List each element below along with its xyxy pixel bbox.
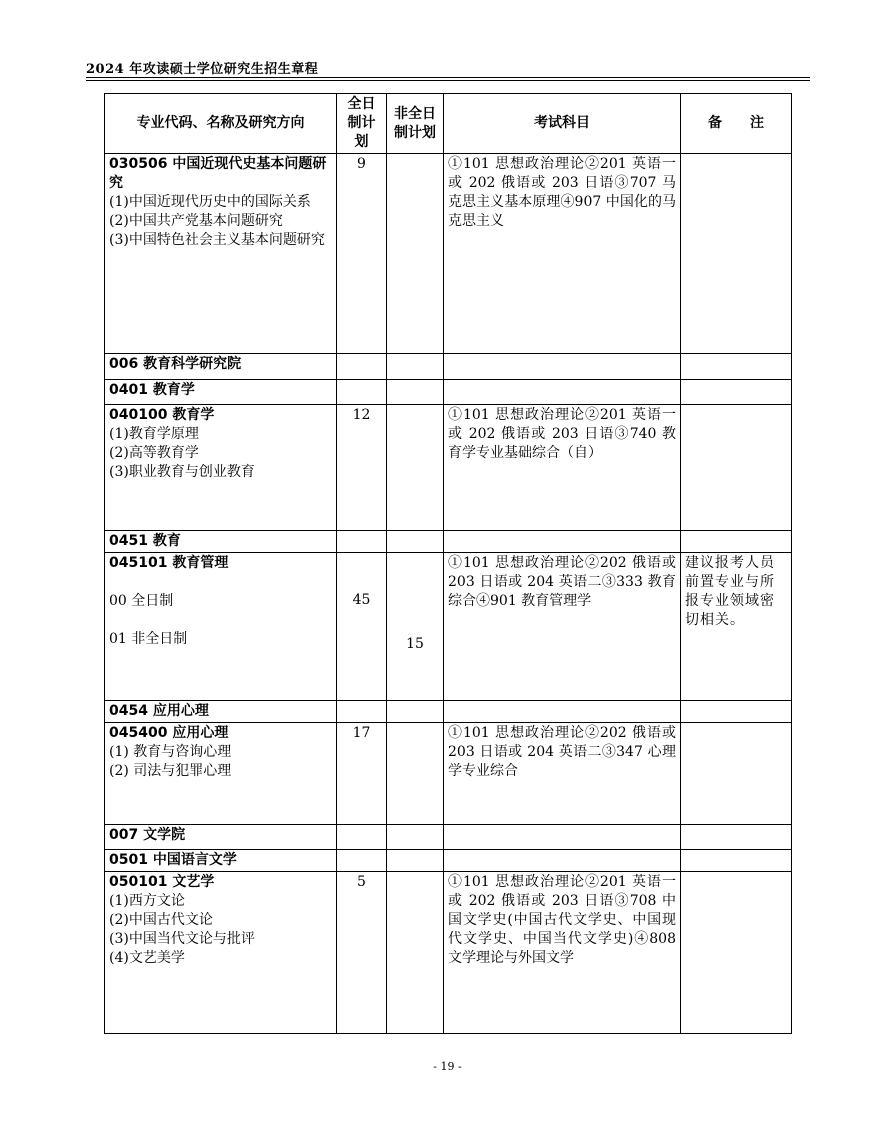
exam-subjects-cell bbox=[444, 723, 681, 825]
exam-subjects: ①101 思想政治理论②201 英语一或 202 俄语或 203 日语③740 教育学专业基础综合（自） bbox=[448, 407, 676, 461]
direction: (1) 教育与咨询心理 bbox=[109, 744, 232, 760]
major-name: 040100 教育学 bbox=[109, 407, 215, 423]
header-fulltime: 全日制计划 bbox=[337, 94, 387, 154]
header-rule-thick bbox=[86, 77, 810, 78]
table-row bbox=[105, 354, 792, 380]
major-cell bbox=[105, 553, 337, 701]
table-row bbox=[105, 723, 792, 825]
fulltime-quota: 17 bbox=[337, 723, 387, 825]
direction: (3)中国特色社会主义基本问题研究 bbox=[109, 232, 325, 248]
direction: 00 全日制 bbox=[109, 593, 174, 609]
exam-subjects-cell bbox=[444, 872, 681, 1034]
direction: (2)中国共产党基本问题研究 bbox=[109, 213, 283, 229]
fulltime-quota: 45 bbox=[337, 553, 387, 701]
table-row bbox=[105, 701, 792, 723]
header-parttime: 非全日制计划 bbox=[387, 94, 444, 154]
section-title: 0451 教育 bbox=[105, 531, 337, 553]
major-cell bbox=[105, 405, 337, 531]
major-name: 030506 中国近现代史基本问题研究 bbox=[109, 156, 327, 191]
remarks-text: 建议报考人员前置专业与所报专业领域密切相关。 bbox=[685, 555, 775, 628]
parttime-quota bbox=[387, 154, 444, 354]
direction: 01 非全日制 bbox=[109, 631, 188, 647]
direction: (4)文艺美学 bbox=[109, 950, 185, 966]
direction: (3)职业教育与创业教育 bbox=[109, 464, 255, 480]
table-row bbox=[105, 553, 792, 701]
header-major: 专业代码、名称及研究方向 bbox=[105, 94, 337, 154]
exam-subjects: ①101 思想政治理论②202 俄语或 203 日语或 204 英语二③347 心理学专业综合 bbox=[448, 725, 676, 779]
table-row bbox=[105, 405, 792, 531]
table-row bbox=[105, 825, 792, 850]
direction: (2) 司法与犯罪心理 bbox=[109, 763, 232, 779]
major-cell bbox=[105, 872, 337, 1034]
remarks-cell bbox=[681, 872, 792, 1034]
section-title: 0501 中国语言文学 bbox=[105, 850, 337, 872]
parttime-quota bbox=[387, 723, 444, 825]
exam-subjects-cell bbox=[444, 154, 681, 354]
table-header-row bbox=[105, 94, 792, 154]
section-title: 006 教育科学研究院 bbox=[105, 354, 337, 380]
major-cell bbox=[105, 723, 337, 825]
fulltime-quota: 9 bbox=[337, 154, 387, 354]
parttime-quota bbox=[387, 872, 444, 1034]
remarks-cell bbox=[681, 154, 792, 354]
direction: (1)中国近现代历史中的国际关系 bbox=[109, 194, 311, 210]
parttime-quota: 15 bbox=[387, 553, 444, 701]
remarks-cell bbox=[681, 405, 792, 531]
table-row bbox=[105, 872, 792, 1034]
document-header-title: 2024 年攻读硕士学位研究生招生章程 bbox=[86, 62, 319, 77]
section-title: 007 文学院 bbox=[105, 825, 337, 850]
admissions-table bbox=[104, 93, 792, 1034]
header-rule-thin bbox=[86, 80, 810, 81]
page-number: - 19 - bbox=[433, 1060, 462, 1073]
major-name: 050101 文艺学 bbox=[109, 874, 215, 890]
major-name: 045101 教育管理 bbox=[109, 555, 229, 571]
direction: (2)高等教育学 bbox=[109, 445, 199, 461]
exam-subjects: ①101 思想政治理论②201 英语一或 202 俄语或 203 日语③708 中国文学史(中国古代文学史、中国现代文学史、中国当代文学史)④808 文学理论与外国文学 bbox=[448, 874, 676, 966]
direction: (3)中国当代文论与批评 bbox=[109, 931, 255, 947]
exam-subjects-cell bbox=[444, 405, 681, 531]
exam-subjects-cell bbox=[444, 553, 681, 701]
remarks-cell bbox=[681, 553, 792, 701]
table-row bbox=[105, 154, 792, 354]
fulltime-quota: 12 bbox=[337, 405, 387, 531]
table-row bbox=[105, 531, 792, 553]
exam-subjects: ①101 思想政治理论②202 俄语或 203 日语或 204 英语二③333 教育综合④901 教育管理学 bbox=[448, 555, 676, 609]
header-subjects: 考试科目 bbox=[444, 94, 681, 154]
major-name: 045400 应用心理 bbox=[109, 725, 229, 741]
major-cell bbox=[105, 154, 337, 354]
direction: (2)中国古代文论 bbox=[109, 912, 213, 928]
direction: (1)西方文论 bbox=[109, 893, 185, 909]
remarks-cell bbox=[681, 723, 792, 825]
section-title: 0401 教育学 bbox=[105, 380, 337, 405]
exam-subjects: ①101 思想政治理论②201 英语一或 202 俄语或 203 日语③707 马克思主义基本原理④907 中国化的马克思主义 bbox=[448, 156, 676, 229]
table-row bbox=[105, 380, 792, 405]
fulltime-quota: 5 bbox=[337, 872, 387, 1034]
parttime-quota bbox=[387, 405, 444, 531]
direction: (1)教育学原理 bbox=[109, 426, 199, 442]
header-remarks: 备 注 bbox=[681, 94, 792, 154]
table-row bbox=[105, 850, 792, 872]
section-title: 0454 应用心理 bbox=[105, 701, 337, 723]
